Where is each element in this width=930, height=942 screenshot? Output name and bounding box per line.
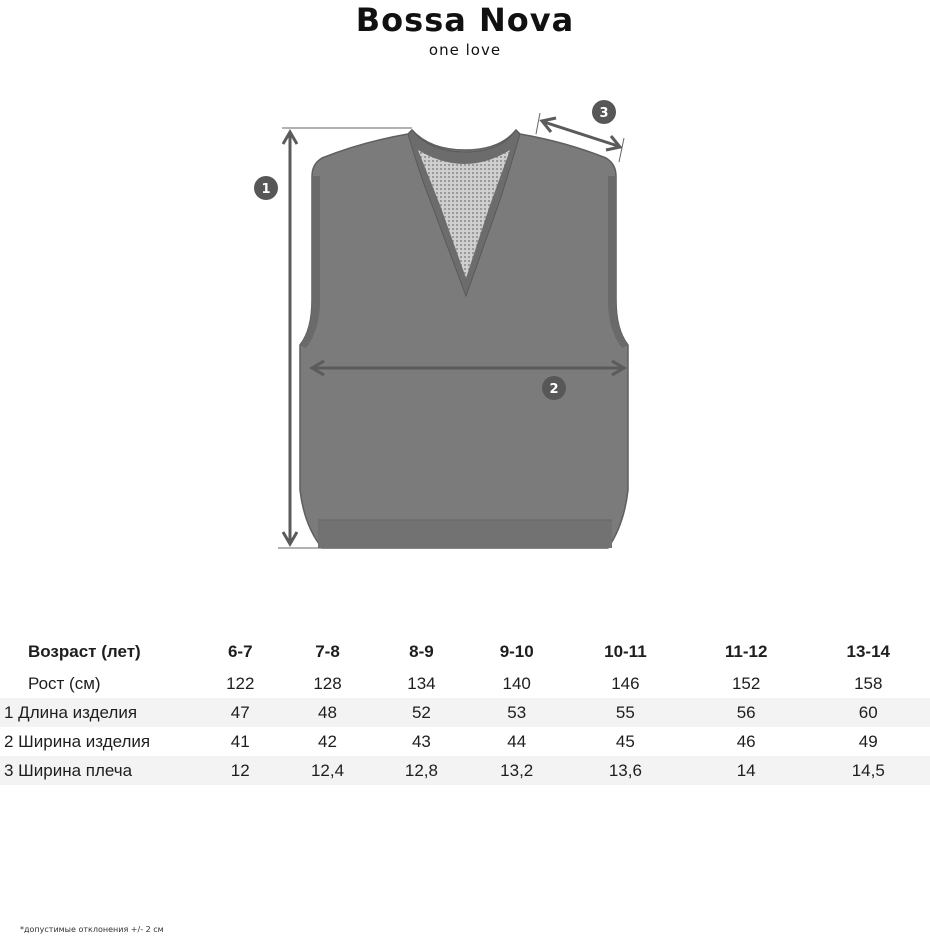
row-label: 1 Длина изделия [0, 698, 200, 727]
table-cell: 56 [686, 698, 807, 727]
row-label: 3 Ширина плеча [0, 756, 200, 785]
row-label: 2 Ширина изделия [4, 731, 151, 751]
table-cell: 53 [468, 698, 565, 727]
table-cell: 12,8 [374, 756, 468, 785]
table-cell: 128 [313, 673, 342, 693]
vest-right-armhole-rib [608, 176, 628, 348]
table-row-width [0, 727, 930, 756]
marker-2-label: 2 [549, 382, 559, 397]
table-cell: 45 [615, 731, 635, 751]
age-column-header: 8-9 [409, 641, 434, 661]
table-cell: 146 [611, 673, 640, 693]
vest-left-armhole-rib [300, 176, 320, 348]
size-table [0, 634, 930, 785]
age-column-header: 10-11 [604, 641, 647, 661]
marker-1-label: 1 [261, 182, 271, 197]
table-cell: 134 [407, 673, 436, 693]
table-cell: 55 [565, 698, 686, 727]
table-cell: 152 [731, 673, 761, 693]
table-cell: 47 [200, 698, 281, 727]
tolerance-footnote: *допустимые отклонения +/- 2 см [20, 925, 164, 934]
table-row-height [0, 669, 930, 698]
table-cell: 43 [411, 731, 431, 751]
table-cell: 14 [686, 756, 807, 785]
table-cell: 49 [858, 731, 878, 751]
table-cell: 140 [502, 673, 531, 693]
age-column-header: 11-12 [724, 641, 768, 661]
brand-tagline: one love [428, 41, 502, 59]
table-cell: 41 [230, 731, 250, 751]
vest-hem-rib [318, 520, 612, 548]
brand-name: Bossa Nova [355, 1, 575, 39]
table-cell: 60 [807, 698, 930, 727]
table-row-shoulder [0, 756, 930, 785]
table-cell: 158 [854, 673, 883, 693]
age-column-header: 6-7 [227, 641, 253, 661]
table-cell: 122 [226, 673, 255, 693]
age-header-label: Возраст (лет) [28, 641, 141, 661]
age-column-header: 9-10 [499, 641, 534, 661]
age-column-header: 7-8 [315, 641, 340, 661]
table-cell: 13,6 [565, 756, 686, 785]
marker-3-label: 3 [599, 106, 609, 121]
table-cell: 44 [507, 731, 527, 751]
table-cell: 13,2 [468, 756, 565, 785]
table-cell: 42 [318, 731, 337, 751]
table-cell: 52 [374, 698, 468, 727]
table-row-length [0, 698, 930, 727]
table-cell: 46 [736, 731, 756, 751]
table-cell: 48 [281, 698, 375, 727]
row-label: Рост (см) [28, 673, 101, 693]
age-column-header: 13-14 [846, 641, 890, 661]
table-cell: 12,4 [281, 756, 375, 785]
size-table-header-row [0, 634, 930, 669]
table-cell: 12 [200, 756, 281, 785]
table-cell: 14,5 [807, 756, 930, 785]
